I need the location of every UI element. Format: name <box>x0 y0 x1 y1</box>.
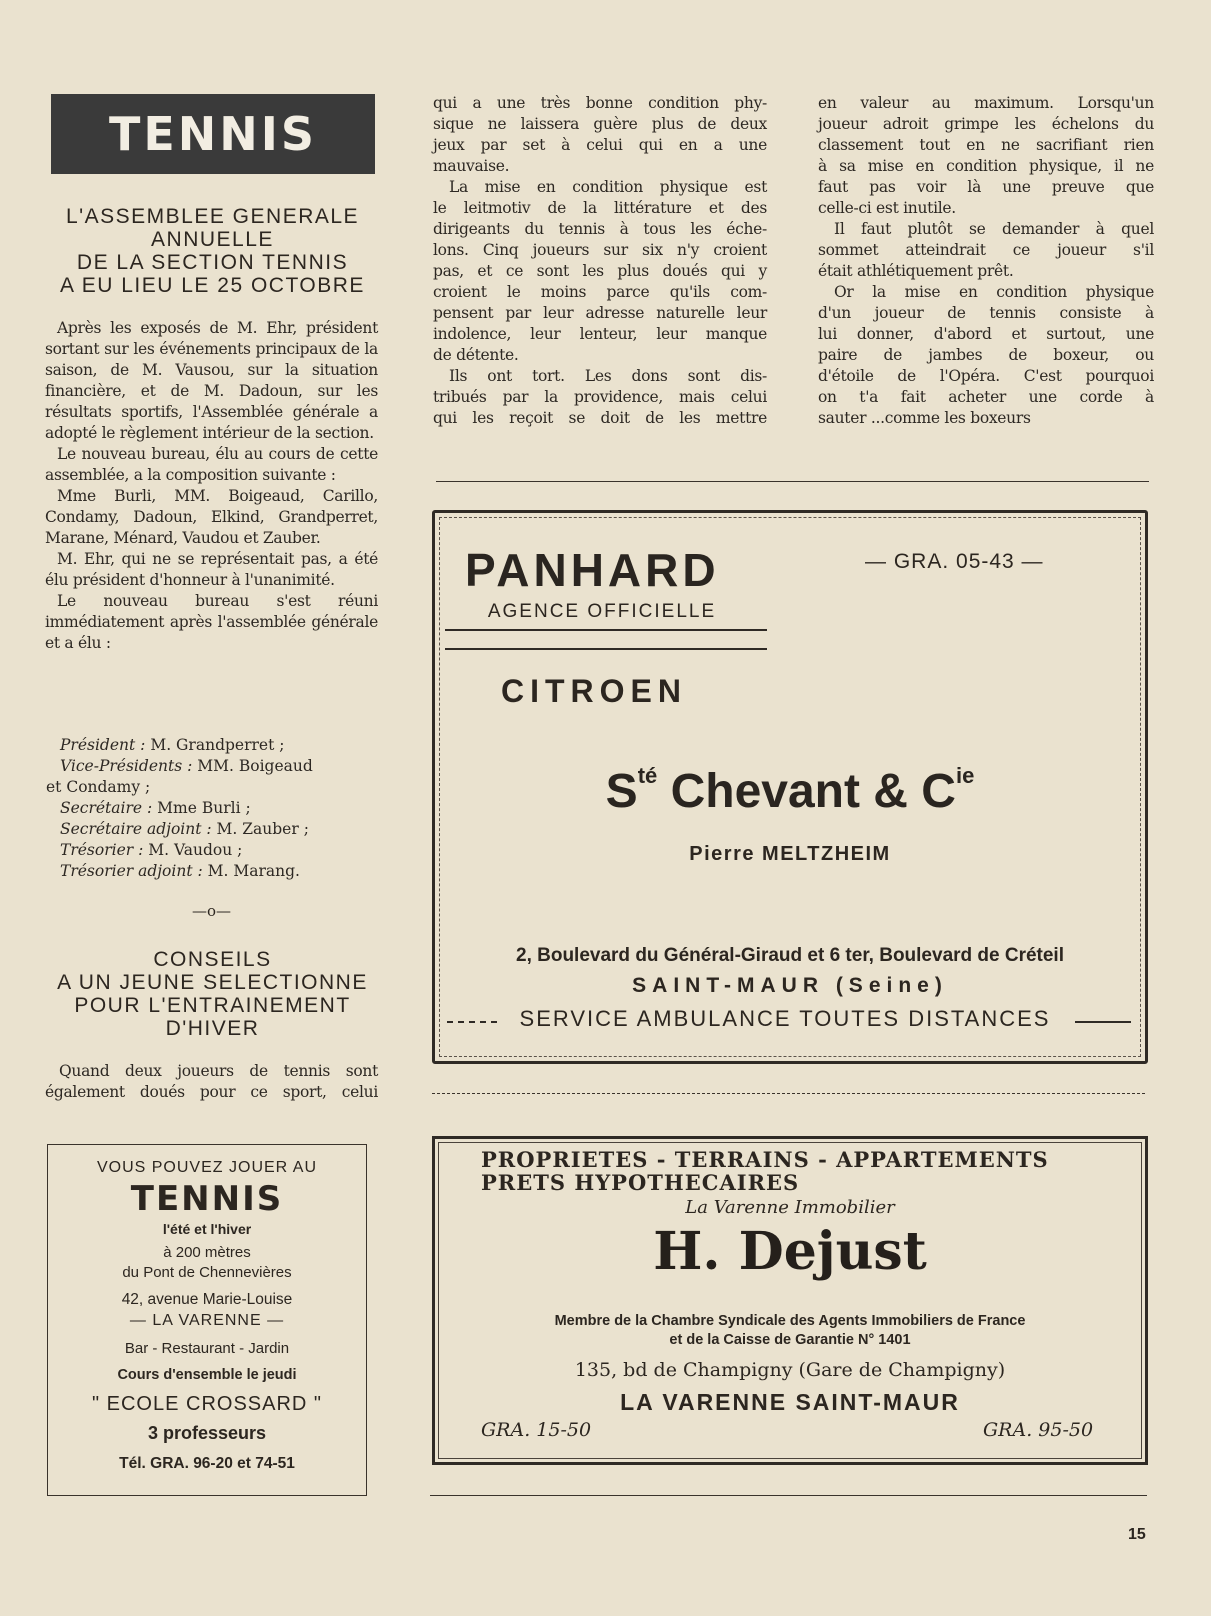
text-line: classement tout en ne sacrifiant rien <box>818 136 1154 154</box>
dejust-advertisement <box>432 1136 1148 1465</box>
ad-line: VOUS POUVEZ JOUER AU <box>96 1159 318 1176</box>
section-masthead: TENNIS <box>51 94 375 174</box>
officer-names: MM. Boigeaud <box>197 757 313 775</box>
officers-list <box>46 735 390 882</box>
headline-line: L'ASSEMBLEE GENERALE <box>65 205 360 228</box>
ad-line: du Pont de Chennevières <box>122 1264 292 1281</box>
article2-col2 <box>433 93 767 429</box>
text-line: jeux par set à celui qui en a une <box>433 136 767 154</box>
text-line: lons. Cinq joueurs sur six n'y croient <box>433 241 767 259</box>
paragraph: Mme Burli, MM. Boigeaud, Carillo, Condamy, Dadoun, Elkind, Grandperret, Marane, Ménard, Vaudou et Zauber. <box>45 487 378 547</box>
officer-role: Vice-Présidents : <box>60 757 193 775</box>
officer-names: M. Grandperret ; <box>150 736 285 754</box>
officer-role: Secrétaire : <box>60 799 153 817</box>
ad-line: l'été et l'hiver <box>162 1221 252 1237</box>
owner-name: Pierre MELTZHEIM <box>689 843 891 865</box>
membership-line: Membre de la Chambre Syndicale des Agents Immobiliers de France <box>554 1313 1026 1329</box>
officer-row <box>46 777 390 798</box>
officer-names: M. Vaudou ; <box>148 841 243 859</box>
text-line: Il faut plutôt se demander à quel <box>834 220 1154 238</box>
text-line: La mise en condition physique est <box>449 178 767 196</box>
company-part: Chevant & C <box>657 765 956 818</box>
text-line: indolence, leur lenteur, leur manque <box>433 325 767 343</box>
text-line: d'un joueur de tennis consiste à <box>818 304 1154 322</box>
dejust-address: 135, bd de Champigny (Gare de Champigny) <box>574 1359 1006 1381</box>
text-line: paire de jambes de boxeur, ou <box>818 346 1154 364</box>
property-types: PROPRIETES - TERRAINS - APPARTEMENTS <box>481 1147 1049 1172</box>
citroen-brand: CITROEN <box>501 673 687 709</box>
text-line: également doués pour ce sport, celui <box>45 1083 378 1101</box>
text-line: pas, et ce sont les plus doués qui y <box>433 262 767 280</box>
text-line: qui a une très bonne condition phy- <box>433 94 767 112</box>
officer-row <box>60 798 390 819</box>
text-line: le leitmotiv de la littérature et des <box>433 199 767 217</box>
text-line: mauvaise. <box>433 157 510 175</box>
dejust-city: LA VARENNE SAINT-MAUR <box>620 1389 960 1415</box>
text-line: sauter ...comme les boxeurs <box>818 409 1031 427</box>
officer-row <box>60 861 390 882</box>
text-line: celle-ci est inutile. <box>818 199 956 217</box>
dejust-name: H. Dejust <box>653 1221 927 1282</box>
paragraph: M. Ehr, qui ne se représentait pas, a été élu président d'honneur à l'unanimité. <box>45 550 378 589</box>
company-name <box>435 763 1145 819</box>
text-line: Quand deux joueurs de tennis sont <box>59 1062 378 1080</box>
officer-row <box>60 735 390 756</box>
tennis-club-advertisement <box>47 1144 367 1495</box>
officer-role: Trésorier adjoint : <box>60 862 203 880</box>
officer-names: M. Marang. <box>207 862 300 880</box>
officer-role: Président : <box>60 736 146 754</box>
text-line: sique ne laissera guère plus de deux <box>433 115 767 133</box>
officer-role: Trésorier : <box>60 841 144 859</box>
company-superscript: té <box>637 763 658 788</box>
text-line: on t'a fait acheter une corde à <box>818 388 1154 406</box>
ad-line: 3 professeurs <box>147 1423 267 1443</box>
officer-role: Secrétaire adjoint : <box>60 820 212 838</box>
text-line: était athlétiquement prêt. <box>818 262 1014 280</box>
ad-line: 42, avenue Marie-Louise <box>121 1291 293 1308</box>
panhard-brand: PANHARD <box>465 544 720 596</box>
loans-line: PRETS HYPOTHECAIRES <box>481 1170 800 1195</box>
text-line: croient le moins parce qu'ils com- <box>433 283 767 301</box>
ad-line: — LA VARENNE — <box>129 1312 285 1329</box>
text-line: de détente. <box>433 346 519 364</box>
officer-row <box>60 819 390 840</box>
article1-headline <box>40 205 385 297</box>
divider-rule <box>436 481 1149 482</box>
garage-address: 2, Boulevard du Général-Giraud et 6 ter, Boulevard de Créteil <box>516 945 1064 966</box>
headline-line: D'HIVER <box>165 1017 260 1040</box>
ad-line: " ECOLE CROSSARD " <box>91 1393 323 1415</box>
service-line: SERVICE AMBULANCE TOUTES DISTANCES <box>519 1006 1051 1031</box>
paragraph: Après les exposés de M. Ehr, président sortant sur les événements principaux de la saison, de M. Vausou, sur la situation financière, et de M. Dadoun, sur les résultats sportifs, l'Assemblée générale a adopté le règlement intérieur de la section. <box>45 319 378 442</box>
headline-line: ANNUELLE <box>151 228 274 251</box>
dash-rule <box>447 1021 497 1023</box>
officer-row <box>60 756 390 777</box>
membership-line: et de la Caisse de Garantie N° 1401 <box>669 1332 911 1348</box>
officer-names: M. Zauber ; <box>216 820 309 838</box>
text-line: tribués par la providence, mais celui <box>433 388 767 406</box>
text-line: Ils ont tort. Les dons sont dis- <box>449 367 767 385</box>
article2-col1 <box>45 1061 378 1103</box>
divider-rule <box>430 1495 1147 1496</box>
headline-line: POUR L'ENTRAINEMENT <box>74 994 351 1017</box>
panhard-advertisement <box>432 510 1148 1064</box>
text-line: dirigeants du tennis à tous les éche- <box>433 220 767 238</box>
officer-names: et Condamy ; <box>46 778 151 796</box>
text-line: Or la mise en condition physique <box>834 283 1154 301</box>
phone-right: GRA. 95-50 <box>983 1419 1094 1441</box>
page-number: 15 <box>1128 1526 1146 1543</box>
dash-rule <box>1075 1021 1131 1023</box>
panhard-subtitle: AGENCE OFFICIELLE <box>487 601 717 622</box>
agency-name: La Varenne Immobilier <box>685 1197 895 1218</box>
ad-line: Cours d'ensemble le jeudi <box>117 1367 297 1383</box>
ad-title: TENNIS <box>130 1179 284 1219</box>
phone-left: GRA. 15-50 <box>481 1419 592 1441</box>
panhard-phone: — GRA. 05-43 — <box>865 550 1044 573</box>
headline-line: A EU LIEU LE 25 OCTOBRE <box>60 274 365 297</box>
article2-headline <box>40 948 385 1040</box>
officer-names: Mme Burli ; <box>157 799 251 817</box>
company-superscript: ie <box>955 763 975 788</box>
text-line: en valeur au maximum. Lorsqu'un <box>818 94 1154 112</box>
ad-line: Bar - Restaurant - Jardin <box>124 1340 290 1357</box>
article2-col3 <box>818 93 1154 429</box>
text-line: joueur adroit grimpe les échelons du <box>818 115 1154 133</box>
text-line: d'étoile de l'Opéra. C'est pourquoi <box>818 367 1154 385</box>
headline-line: A UN JEUNE SELECTIONNE <box>57 971 368 994</box>
text-line: à sa mise en condition physique, il ne <box>818 157 1154 175</box>
headline-line: CONSEILS <box>153 948 272 971</box>
headline-line: DE LA SECTION TENNIS <box>76 251 349 274</box>
underline-rule <box>445 648 767 650</box>
divider-rule <box>432 1093 1145 1094</box>
separator: —o— <box>191 902 232 920</box>
text-line: faut pas voir là une preuve que <box>818 178 1154 196</box>
ad-line: Tél. GRA. 96-20 et 74-51 <box>119 1455 295 1472</box>
paragraph: Le nouveau bureau s'est réuni immédiatement après l'assemblée générale et a élu : <box>45 592 378 652</box>
text-line: pensent par leur adresse naturelle leur <box>433 304 767 322</box>
garage-city: SAINT-MAUR (Seine) <box>632 974 948 997</box>
text-line: qui les reçoit se doit de les mettre <box>433 409 767 427</box>
text-line: lui donner, d'abord et surtout, une <box>818 325 1154 343</box>
article1-body <box>45 318 378 654</box>
paragraph: Le nouveau bureau, élu au cours de cette assemblée, a la composition suivante : <box>45 445 378 484</box>
divider-rule <box>47 1495 367 1496</box>
text-line: sommet atteindrait ce joueur s'il <box>818 241 1154 259</box>
underline-rule <box>445 629 767 631</box>
officer-row <box>60 840 390 861</box>
ad-line: à 200 mètres <box>163 1244 251 1261</box>
company-part: S <box>605 765 638 818</box>
